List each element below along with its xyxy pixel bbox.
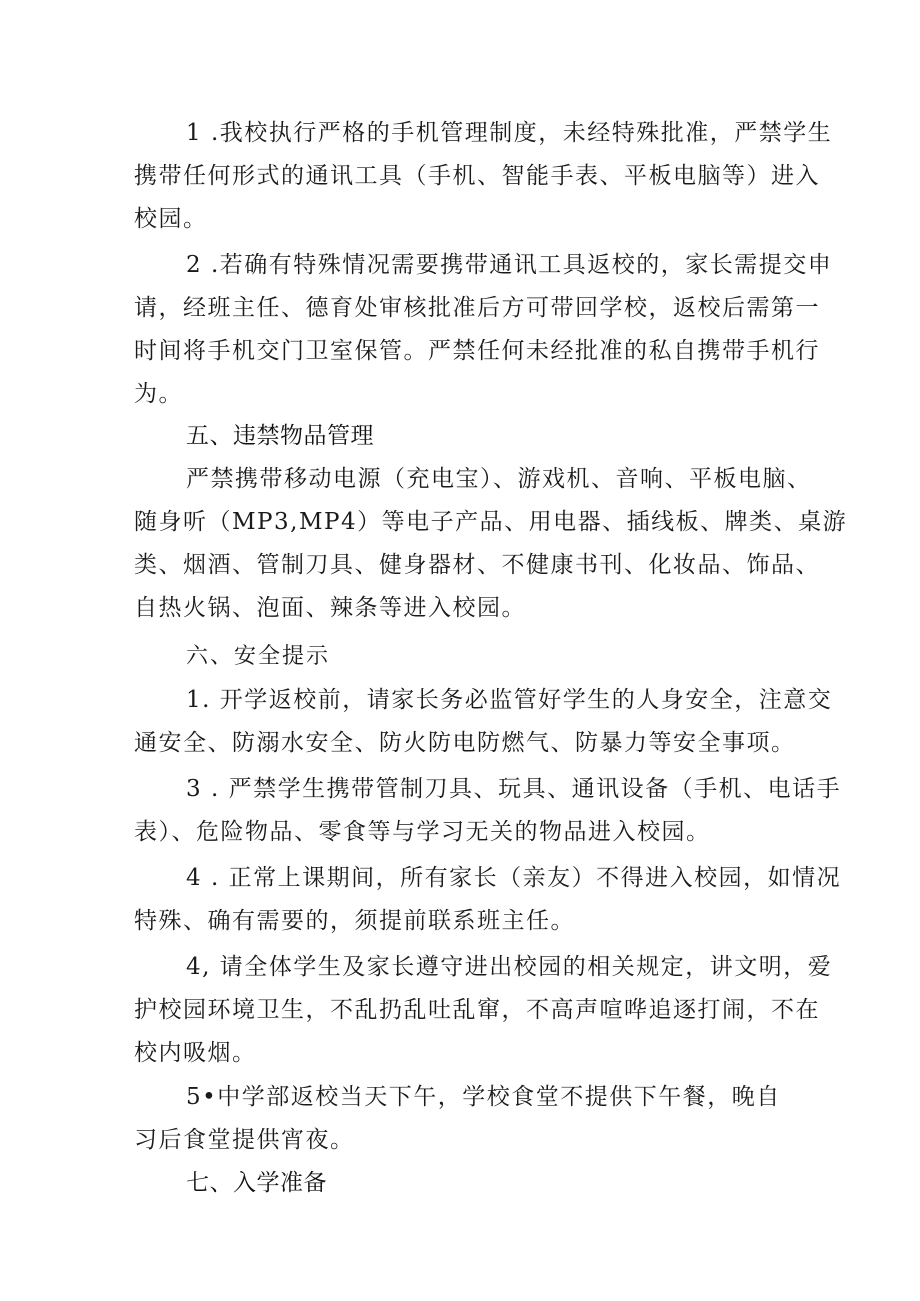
section-5-line-3: 类、烟酒、管制刀具、健身器材、不健康书刊、化妆品、饰品、 — [134, 552, 820, 578]
rule-2-line-1: 2 .若确有特殊情况需要携带通讯工具返校的，家长需提交申 — [186, 252, 833, 278]
safety-1-line-1: 1. 开学返校前，请家长务必监管好学生的人身安全，注意交 — [186, 687, 833, 713]
section-5-heading: 五、违禁物品管理 — [186, 423, 374, 449]
section-5-line-4: 自热火锅、泡面、辣条等进入校园。 — [134, 595, 526, 621]
rule-1-line-3: 校园。 — [134, 206, 208, 232]
rule-2-line-2: 请，经班主任、德育处审核批准后方可带回学校，返校后需第一 — [134, 295, 820, 321]
safety-4-line-2: 特殊、确有需要的，须提前联系班主任。 — [134, 908, 575, 934]
safety-4b-line-1: 4, 请全体学生及家长遵守进出校园的相关规定，讲文明，爱 — [186, 954, 833, 980]
safety-4-line-1: 4 . 正常上课期间，所有家长（亲友）不得进入校园，如情况 — [186, 865, 842, 891]
safety-4b-line-3: 校内吸烟。 — [134, 1040, 257, 1066]
section-5-line-1: 严禁携带移动电源（充电宝）、游戏机、音响、平板电脑、 — [186, 466, 812, 492]
safety-3-line-2: 表）、危险物品、零食等与学习无关的物品进入校园。 — [134, 819, 711, 845]
rule-2-line-4: 为。 — [134, 381, 183, 407]
rule-1-line-1: 1 .我校执行严格的手机管理制度，未经特殊批准，严禁学生 — [186, 120, 833, 146]
safety-1-line-2: 通安全、防溺水安全、防火防电防燃气、防暴力等安全事项。 — [134, 730, 796, 756]
section-7-heading: 七、入学准备 — [186, 1170, 327, 1196]
safety-5-line-2: 习后食堂提供宵夜。 — [134, 1127, 355, 1153]
safety-5-line-1: 5•中学部返校当天下午，学校食堂不提供下午餐，晚自 — [186, 1084, 781, 1110]
safety-4b-line-2: 护校园环境卫生，不乱扔乱吐乱窜，不高声喧哗追逐打闹，不在 — [134, 997, 820, 1023]
safety-3-line-1: 3 . 严禁学生携带管制刀具、玩具、通讯设备（手机、电话手 — [186, 776, 842, 802]
section-5-line-2: 随身听（MP3,MP4）等电子产品、用电器、插线板、牌类、桌游 — [134, 509, 848, 535]
rule-2-line-3: 时间将手机交门卫室保管。严禁任何未经批准的私自携带手机行 — [134, 338, 820, 364]
rule-1-line-2: 携带任何形式的通讯工具（手机、智能手表、平板电脑等）进入 — [134, 163, 820, 189]
section-6-heading: 六、安全提示 — [186, 644, 331, 669]
